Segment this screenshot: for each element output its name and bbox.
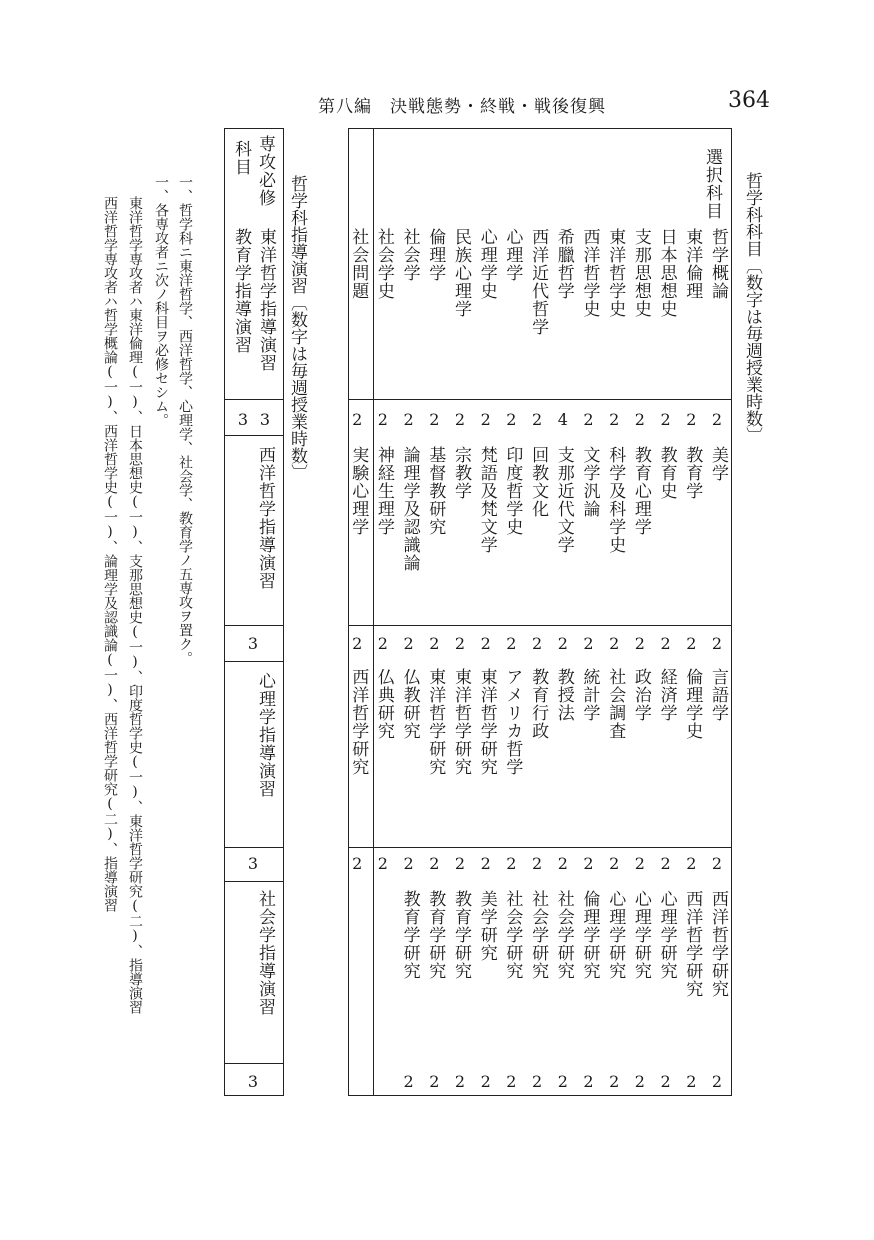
table-divider xyxy=(225,435,283,436)
elective-hours: 2 xyxy=(711,410,723,429)
elective-hours: 2 xyxy=(711,634,723,653)
table-divider xyxy=(349,399,731,400)
elective-subject: 倫理学研究 xyxy=(579,890,600,980)
elective-subject: 美学研究 xyxy=(476,890,497,962)
elective-hours: 2 xyxy=(634,634,645,653)
table-divider xyxy=(225,847,283,848)
note-line: 一、哲学科ニ東洋哲学、西洋哲学、心理学、社会学、教育学ノ五専攻ヲ置ク。 xyxy=(177,175,193,665)
elective-hours: 2 xyxy=(532,1072,543,1091)
table-divider xyxy=(349,847,731,848)
elective-hours: 2 xyxy=(660,854,671,873)
elective-hours: 2 xyxy=(429,410,440,429)
elective-hours: 2 xyxy=(454,1072,466,1091)
elective-hours: 2 xyxy=(506,410,517,429)
elective-hours: 2 xyxy=(532,634,543,653)
elective-hours: 2 xyxy=(634,1072,645,1091)
elective-subject: 梵語及梵文学 xyxy=(476,446,497,554)
elective-subject: 西洋哲学研究 xyxy=(708,890,728,998)
elective-subject: 心理学 xyxy=(502,228,523,282)
elective-hours: 2 xyxy=(403,854,414,873)
elective-hours: 2 xyxy=(377,410,388,429)
elective-subject: 東洋倫理 xyxy=(682,228,703,300)
seminar-hours: 3 xyxy=(259,410,271,429)
table-divider xyxy=(225,881,283,882)
seminar-subject: 教育学指導演習 xyxy=(231,228,251,354)
elective-subject: 美学 xyxy=(708,446,728,482)
elective-hours: 2 xyxy=(506,634,517,653)
elective-hours: 2 xyxy=(429,1072,440,1091)
elective-subject: 仏典研究 xyxy=(373,668,394,740)
note-line: 一、各専攻者ニ次ノ科目ヲ必修セシム。 xyxy=(153,175,169,427)
elective-subject: 倫理学 xyxy=(425,228,446,282)
elective-hours: 2 xyxy=(711,854,723,873)
seminar-subject: 心理学指導演習 xyxy=(255,672,275,798)
elective-hours: 2 xyxy=(403,410,414,429)
elective-subject: 心理学研究 xyxy=(656,890,677,980)
elective-hours: 2 xyxy=(377,634,388,653)
elective-hours: 2 xyxy=(429,854,440,873)
seminar-header-label-2: 科目 xyxy=(231,140,251,176)
elective-hours: 2 xyxy=(711,1072,723,1091)
elective-subject: 社会調査 xyxy=(605,668,626,740)
elective-hours: 2 xyxy=(532,854,543,873)
elective-subject: 仏教研究 xyxy=(399,668,420,740)
elective-hours: 2 xyxy=(583,1072,594,1091)
elective-subject: 支那近代文学 xyxy=(553,446,574,554)
elective-subject: 哲学概論 xyxy=(708,228,728,300)
seminar-hours: 3 xyxy=(247,854,259,873)
elective-header-label: 選択科目 xyxy=(702,148,722,220)
elective-hours: 2 xyxy=(480,1072,491,1091)
elective-hours: 2 xyxy=(480,410,491,429)
elective-subject: 教育学研究 xyxy=(451,890,471,980)
elective-subject: 宗教学 xyxy=(451,446,471,500)
elective-subject: 神経生理学 xyxy=(373,446,394,536)
elective-hours: 2 xyxy=(506,1072,517,1091)
note-line: 東洋哲学専攻者ハ東洋倫理(一)、日本思想史(一)、支那思想史(一)、印度哲学史(一)、東洋哲学研究(二)、指導演習 xyxy=(127,196,143,1014)
elective-subject: 印度哲学史 xyxy=(502,446,523,536)
elective-subject: 教育行政 xyxy=(528,668,549,740)
elective-subject: 基督教研究 xyxy=(425,446,446,536)
elective-subject: 日本思想史 xyxy=(656,228,677,318)
page-number: 364 xyxy=(728,88,770,113)
elective-subject: 教育学研究 xyxy=(425,890,446,980)
elective-subject: 教授法 xyxy=(553,668,574,722)
table-divider xyxy=(225,399,283,400)
elective-subject: 経済学 xyxy=(656,668,677,722)
elective-hours: 2 xyxy=(429,634,440,653)
elective-hours: 2 xyxy=(686,634,697,653)
section-title-elective: 哲学科科目〔数字は毎週授業時数〕 xyxy=(742,172,762,444)
elective-hours: 2 xyxy=(557,634,568,653)
elective-subject: 教育史 xyxy=(656,446,677,500)
elective-subject: 西洋哲学研究 xyxy=(348,668,369,776)
seminar-subject: 西洋哲学指導演習 xyxy=(255,446,275,590)
elective-subject: 支那思想史 xyxy=(630,228,651,318)
elective-subject: 倫理学史 xyxy=(682,668,703,740)
elective-subject: 社会学史 xyxy=(373,228,394,300)
elective-subject: 教育心理学 xyxy=(630,446,651,536)
elective-hours: 2 xyxy=(557,1072,568,1091)
elective-hours: 2 xyxy=(480,634,491,653)
elective-hours: 2 xyxy=(352,854,363,873)
elective-subject: 社会問題 xyxy=(348,228,369,300)
elective-hours: 2 xyxy=(403,634,414,653)
elective-hours: 2 xyxy=(634,410,645,429)
table-divider xyxy=(225,625,283,626)
elective-hours: 2 xyxy=(454,634,466,653)
elective-subject: 東洋哲学研究 xyxy=(451,668,471,776)
elective-hours: 2 xyxy=(660,634,671,653)
section-title-seminar: 哲学科指導演習〔数字は毎週授業時数〕 xyxy=(287,175,307,481)
elective-hours: 4 xyxy=(557,410,568,429)
seminar-hours: 3 xyxy=(247,1072,259,1091)
seminar-hours: 3 xyxy=(247,634,259,653)
elective-subject: 文学汎論 xyxy=(579,446,600,518)
elective-hours: 2 xyxy=(634,854,645,873)
seminar-subject: 社会学指導演習 xyxy=(255,890,275,1016)
elective-subject: 統計学 xyxy=(579,668,600,722)
elective-subject: 教育学 xyxy=(682,446,703,500)
elective-hours: 2 xyxy=(609,1072,620,1091)
table-divider xyxy=(225,661,283,662)
elective-subject: 社会学研究 xyxy=(528,890,549,980)
elective-subject: 西洋哲学史 xyxy=(579,228,600,318)
elective-hours: 2 xyxy=(480,854,491,873)
elective-subject: 実験心理学 xyxy=(348,446,369,536)
note-line: 西洋哲学専攻者ハ哲学概論(一)、西洋哲学史(一)、論理学及認識論(一)、西洋哲学研究(二)、指導演習 xyxy=(102,196,118,912)
elective-subject: 社会学研究 xyxy=(502,890,523,980)
elective-subject: 心理学研究 xyxy=(605,890,626,980)
elective-subject: 社会学研究 xyxy=(553,890,574,980)
elective-hours: 2 xyxy=(557,854,568,873)
elective-hours: 2 xyxy=(660,1072,671,1091)
elective-hours: 2 xyxy=(377,854,388,873)
elective-hours: 2 xyxy=(686,854,697,873)
elective-hours: 2 xyxy=(583,854,594,873)
elective-subject: 政治学 xyxy=(630,668,651,722)
elective-hours: 2 xyxy=(686,410,697,429)
elective-hours: 2 xyxy=(609,634,620,653)
table-divider xyxy=(349,625,731,626)
elective-hours: 2 xyxy=(454,410,466,429)
elective-hours: 2 xyxy=(352,634,363,653)
elective-subject: 社会学 xyxy=(399,228,420,282)
elective-hours: 2 xyxy=(660,410,671,429)
elective-subject: 心理学史 xyxy=(476,228,497,300)
elective-subject: 希臘哲学 xyxy=(553,228,574,300)
table-divider xyxy=(225,1063,283,1064)
seminar-hours: 3 xyxy=(237,410,249,429)
elective-hours: 2 xyxy=(686,1072,697,1091)
elective-subject: 民族心理学 xyxy=(451,228,471,318)
seminar-header-label-1: 専攻必修 xyxy=(255,135,275,207)
elective-subject: 心理学研究 xyxy=(630,890,651,980)
elective-hours: 2 xyxy=(506,854,517,873)
elective-subject: 東洋哲学研究 xyxy=(476,668,497,776)
elective-subject: 西洋哲学研究 xyxy=(682,890,703,998)
elective-subject: 科学及科学史 xyxy=(605,446,626,554)
elective-subject: アメリカ哲学 xyxy=(502,668,523,776)
elective-hours: 2 xyxy=(454,854,466,873)
elective-hours: 2 xyxy=(583,634,594,653)
elective-subject: 西洋近代哲学 xyxy=(528,228,549,336)
seminar-subject: 東洋哲学指導演習 xyxy=(256,228,276,372)
running-header-title: 第八編 決戦態勢・終戦・戦後復興 xyxy=(318,97,606,117)
elective-hours: 2 xyxy=(403,1072,414,1091)
elective-subject: 東洋哲学史 xyxy=(605,228,626,318)
elective-hours: 2 xyxy=(609,410,620,429)
elective-hours: 2 xyxy=(532,410,543,429)
elective-hours: 2 xyxy=(609,854,620,873)
elective-subject: 教育学研究 xyxy=(399,890,420,980)
elective-subject: 論理学及認識論 xyxy=(399,446,420,572)
elective-hours: 2 xyxy=(583,410,594,429)
elective-subject: 言語学 xyxy=(708,668,728,722)
elective-hours: 2 xyxy=(352,410,363,429)
elective-subject: 回教文化 xyxy=(528,446,549,518)
elective-subject: 東洋哲学研究 xyxy=(425,668,446,776)
